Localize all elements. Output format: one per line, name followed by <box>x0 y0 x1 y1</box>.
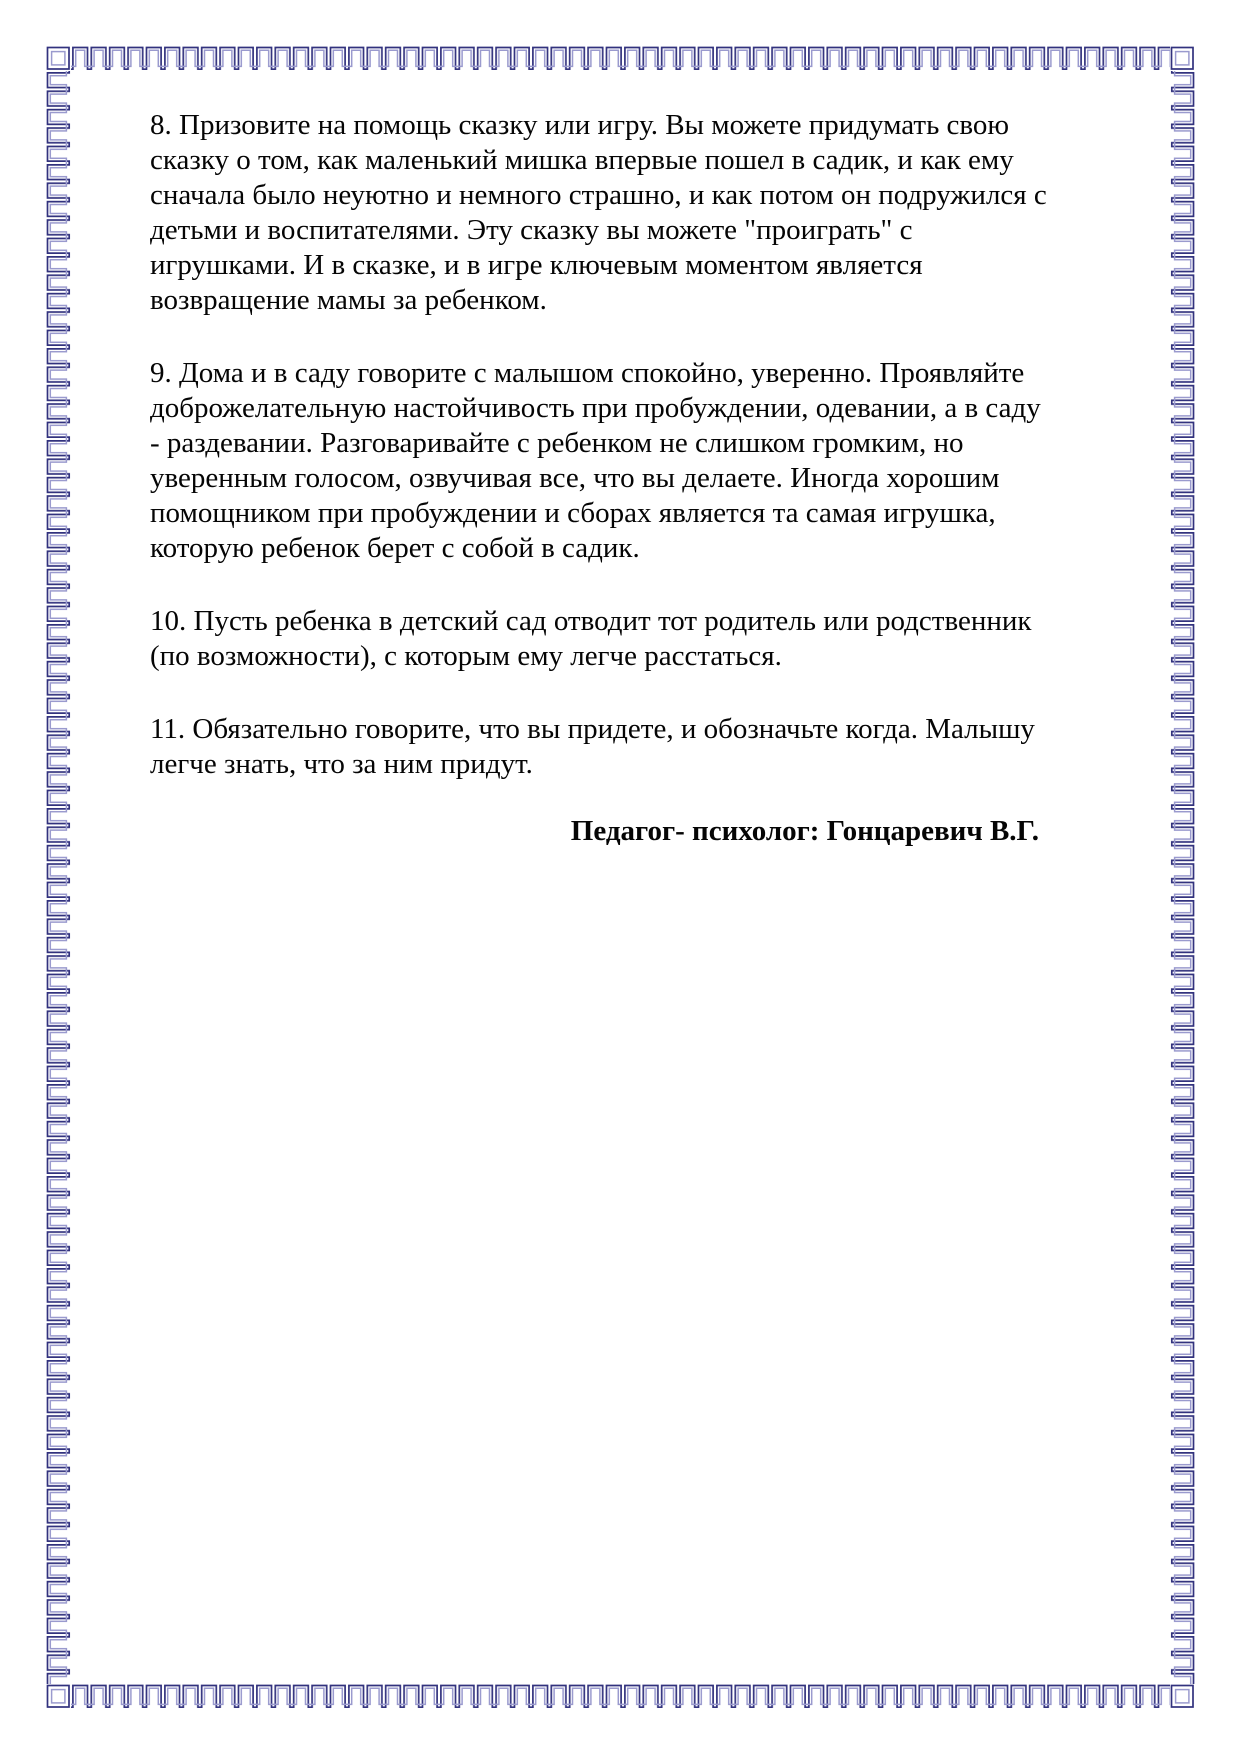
paragraph-advice-8: 8. Призовите на помощь сказку или игру. Вы можете придумать свою сказку о том, как маленький мишка впервые пошел в садик, и как ему сначала было неуютно и немного страшно, и как потом он подружился с детьми и воспитателями. Эту сказку вы можете "проиграть" с игрушками. И в сказке, и в игре ключевым моментом является возвращение мамы за ребенком. <box>150 109 1047 316</box>
border-bottom <box>71 1684 1170 1709</box>
border-corner-bottom-left <box>48 1686 70 1708</box>
signature: Педагог- психолог: Гонцаревич В.Г. <box>570 815 1039 847</box>
border-right <box>1170 71 1195 1684</box>
border-corner-top-left <box>48 48 70 70</box>
border-corner-top-right <box>1172 48 1194 70</box>
border-top <box>71 46 1170 71</box>
paragraph-advice-11: 11. Обязательно говорите, что вы придете, и обозначьте когда. Малышу легче знать, что за ним придут. <box>150 713 1035 780</box>
paragraph-advice-10: 10. Пусть ребенка в детский сад отводит тот родитель или родственник (по возможности), с которым ему легче расстаться. <box>150 605 1032 672</box>
border-corner-bottom-right <box>1172 1686 1194 1708</box>
paragraph-advice-9: 9. Дома и в саду говорите с малышом спокойно, уверенно. Проявляйте доброжелательную настойчивость при пробуждении, одевании, а в саду - раздевании. Разговаривайте с ребенком не слишком громким, но уверенным голосом, озвучивая все, что вы делаете. Иногда хорошим помощником при пробуждении и сборах является та самая игрушка, которую ребенок берет с собой в садик. <box>150 357 1041 564</box>
document-content <box>150 108 1055 887</box>
border-left <box>46 71 71 1684</box>
